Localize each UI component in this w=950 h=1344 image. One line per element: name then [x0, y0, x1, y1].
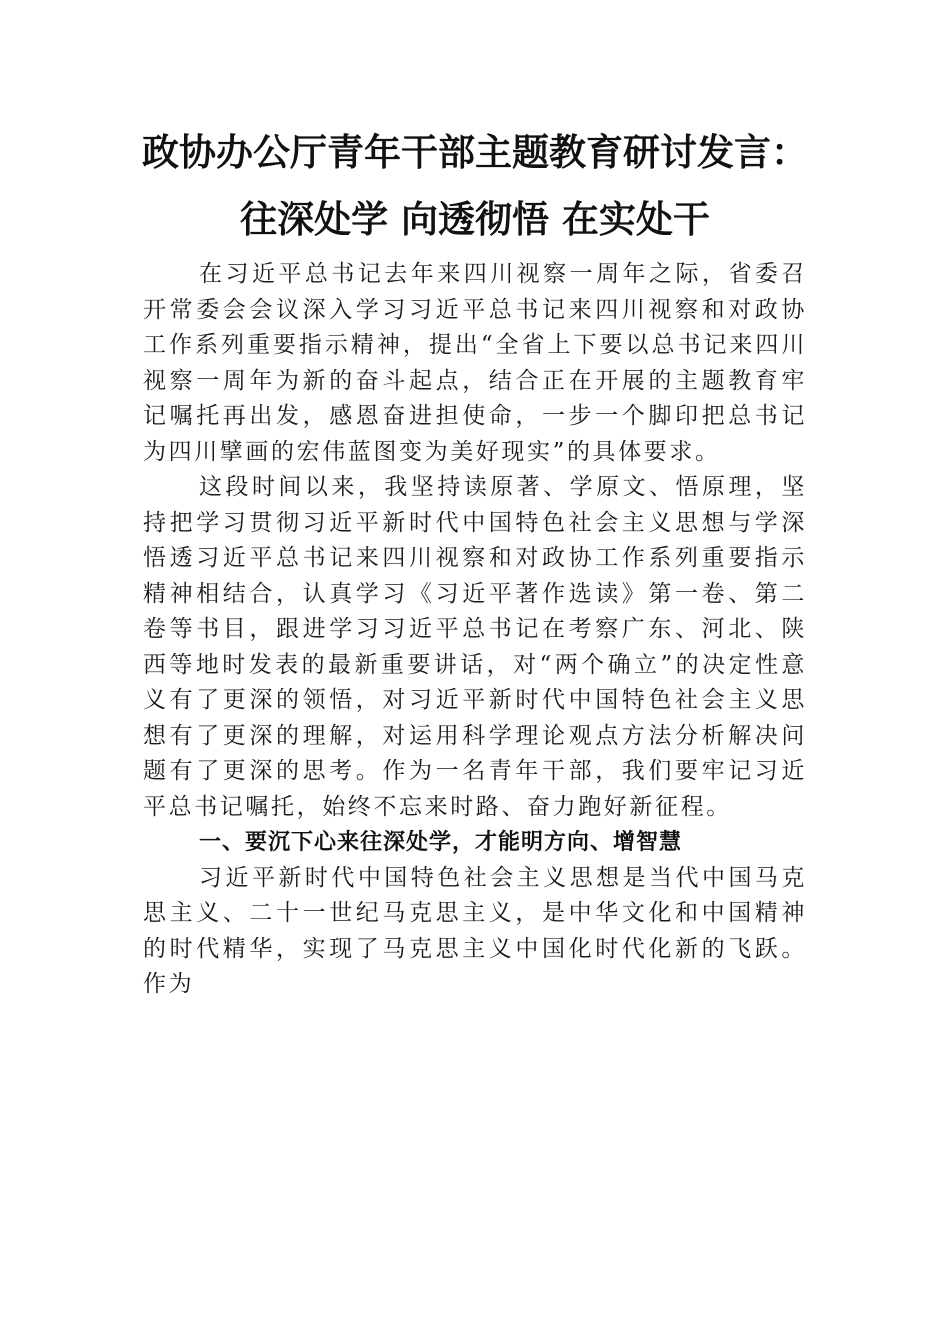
document-body: [143, 257, 807, 1003]
document-subtitle: 往深处学 向透彻悟 在实处干: [240, 197, 710, 241]
body-paragraph: 在习近平总书记去年来四川视察一周年之际，省委召开常委会会议深入学习习近平总书记来四川视察和对政协工作系列重要指示精神，提出“全省上下要以总书记来四川视察一周年为新的奋斗起点，结合正在开展的主题教育牢记嘱托再出发，感恩奋进担使命，一步一个脚印把总书记为四川擘画的宏伟蓝图变为美好现实”的具体要求。: [143, 261, 807, 465]
body-paragraph: 习近平新时代中国特色社会主义思想是当代中国马克思主义、二十一世纪马克思主义，是中华文化和中国精神的时代精华，实现了马克思主义中国化时代化新的飞跃。作为: [143, 864, 807, 997]
section-heading: 一、要沉下心来往深处学，才能明方向、增智慧: [199, 830, 683, 855]
document-title: 政协办公厅青年干部主题教育研讨发言：: [142, 130, 808, 174]
body-paragraph: 这段时间以来，我坚持读原著、学原文、悟原理，坚持把学习贯彻习近平新时代中国特色社会主义思想与学深悟透习近平总书记来四川视察和对政协工作系列重要指示精神相结合，认真学习《习近平著作选读》第一卷、第二卷等书目，跟进学习习近平总书记在考察广东、河北、陕西等地时发表的最新重要讲话，对“两个确立”的决定性意义有了更深的领悟，对习近平新时代中国特色社会主义思想有了更深的理解，对运用科学理论观点方法分析解决问题有了更深的思考。作为一名青年干部，我们要牢记习近平总书记嘱托，始终不忘来时路、奋力跑好新征程。: [143, 474, 807, 820]
